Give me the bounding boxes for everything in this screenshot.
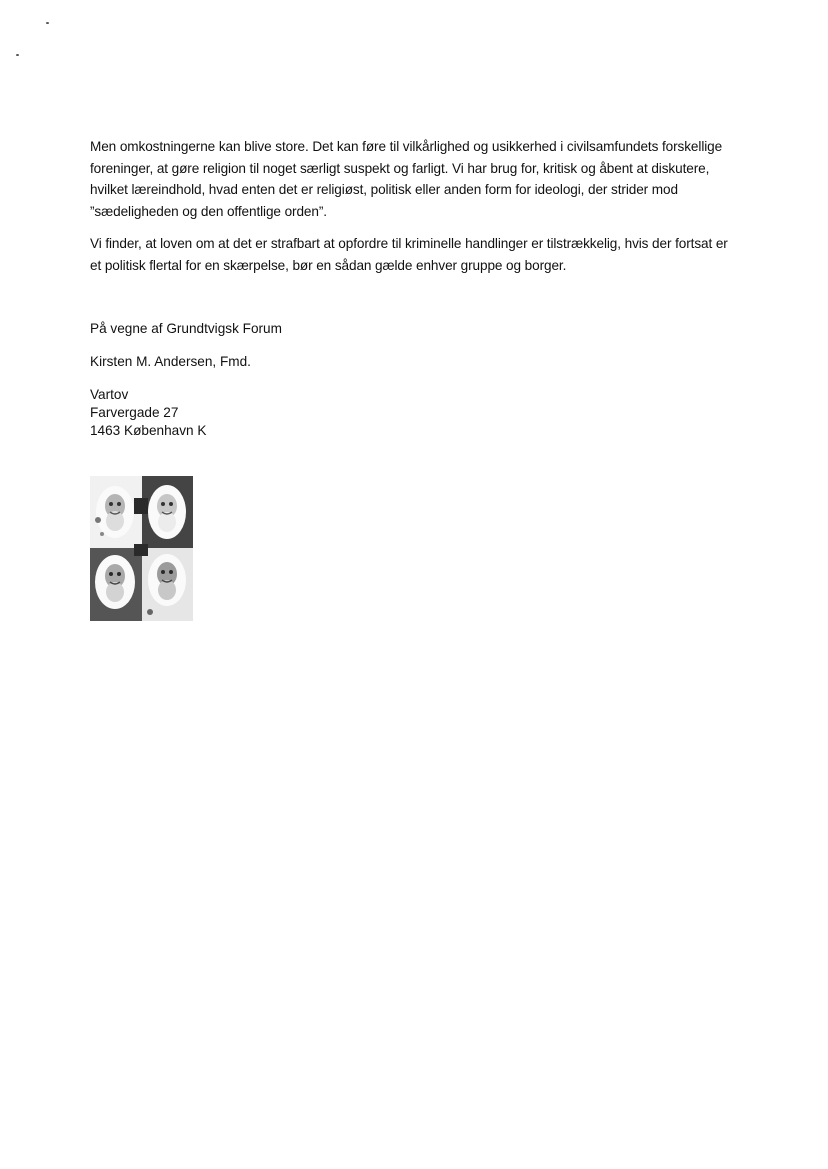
closing-line: På vegne af Grundtvigsk Forum [90,321,282,336]
scan-speck [16,54,19,56]
logo-graphic [90,476,193,621]
address-line-2: Farvergade 27 [90,405,179,420]
grundtvig-portrait-logo-icon [90,476,193,621]
paragraph-costs: Men omkostningerne kan blive store. Det kan føre til vilkårlighed og usikkerhed i civilsamfundets forskellige foreninger, at gøre religion til noget særligt suspekt og farligt. Vi har brug for, kritisk og åbent at diskutere, hvilket læreindhold, hvad enten det er religiøst, politisk eller anden form for ideologi, der strider mod ”sædeligheden og den offentlige orden”. [90,139,723,219]
letter-closing [90,320,490,455]
address-block [90,386,490,440]
signatory: Kirsten M. Andersen, Fmd. [90,354,251,369]
letter-body [90,136,740,287]
address-line-3: 1463 København K [90,423,207,438]
address-line-1: Vartov [90,387,129,402]
paragraph-law: Vi finder, at loven om at det er strafbart at opfordre til kriminelle handlinger er tilstrækkelig, hvis der fortsat er et politisk flertal for en skærpelse, bør en sådan gælde enhver gruppe og borger. [90,236,728,273]
scan-speck [46,22,49,24]
